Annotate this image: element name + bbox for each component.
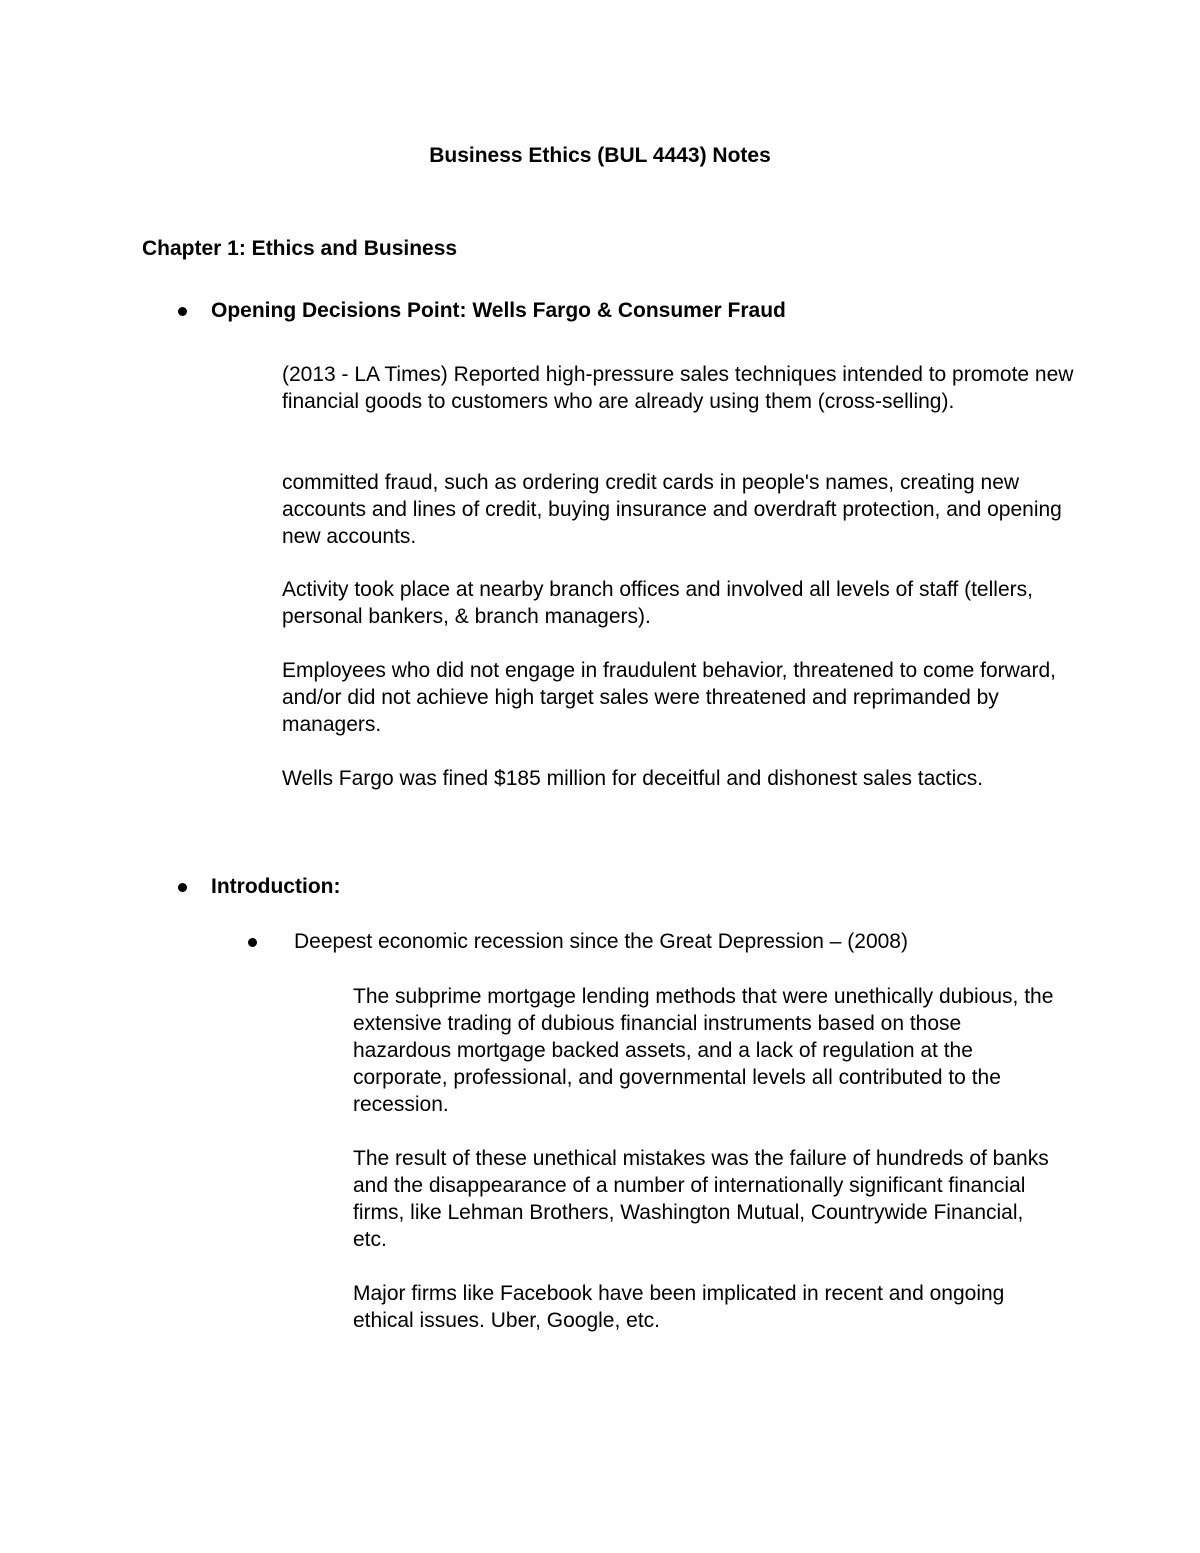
paragraph: Employees who did not engage in fraudulent behavior, threatened to come forward, and/or did not achieve high target sales were threatened and reprimanded by managers.	[282, 659, 1056, 736]
paragraph: Wells Fargo was fined $185 million for deceitful and dishonest sales tactics.	[282, 767, 984, 790]
bullet-icon	[178, 307, 187, 316]
paragraph: (2013 - LA Times) Reported high-pressure sales techniques intended to promote new financial goods to customers who are already using them (cross-selling).	[282, 363, 1074, 413]
paragraph: Activity took place at nearby branch offices and involved all levels of staff (tellers, personal bankers, & branch managers).	[282, 578, 1033, 628]
paragraph: The subprime mortgage lending methods that were unethically dubious, the extensive trading of dubious financial instruments based on those hazardous mortgage backed assets, and a lack of regulation at the corporate, professional, and governmental levels all contributed to the recession.	[353, 985, 1054, 1116]
bullet-icon	[178, 883, 187, 892]
section-heading: Opening Decisions Point: Wells Fargo & Consumer Fraud	[211, 299, 786, 322]
paragraph: committed fraud, such as ordering credit cards in people's names, creating new accounts and lines of credit, buying insurance and overdraft protection, and opening new accounts.	[282, 471, 1062, 548]
bullet-icon	[248, 938, 257, 947]
chapter-heading: Chapter 1: Ethics and Business	[142, 237, 458, 260]
subitem-label: Deepest economic recession since the Great Depression – (2008)	[294, 930, 908, 953]
section-heading: Introduction:	[211, 875, 341, 898]
paragraph: Major firms like Facebook have been implicated in recent and ongoing ethical issues. Uber, Google, etc.	[353, 1282, 1005, 1332]
paragraph: The result of these unethical mistakes was the failure of hundreds of banks and the disappearance of a number of internationally significant financial firms, like Lehman Brothers, Washington Mutual, Countrywide Financial, etc.	[353, 1147, 1049, 1251]
document-title: Business Ethics (BUL 4443) Notes	[429, 144, 771, 167]
